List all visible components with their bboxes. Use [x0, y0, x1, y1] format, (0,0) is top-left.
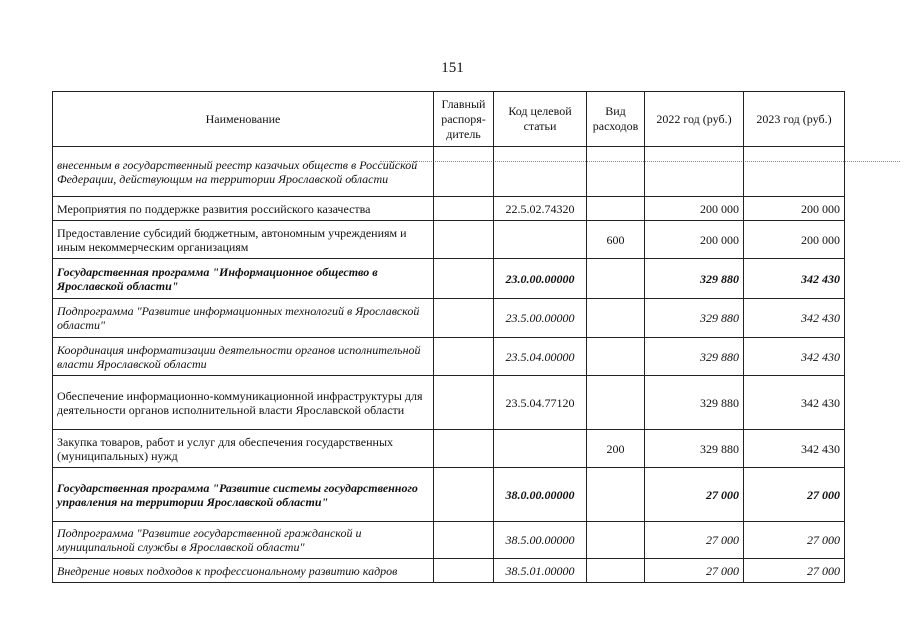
cell-type [587, 559, 645, 583]
cell-2023: 27 000 [744, 468, 845, 522]
cell-name: Внедрение новых подходов к профессиональному развитию кадров [53, 559, 434, 583]
cell-name: Обеспечение информационно-коммуникационной инфраструктуры для деятельности органов исполнительной власти Ярославской области [53, 376, 434, 430]
table-row [53, 559, 845, 583]
cell-dept [434, 147, 494, 197]
cell-code: 38.5.01.00000 [494, 559, 587, 583]
table-row [53, 299, 845, 338]
cell-code: 23.5.04.77120 [494, 376, 587, 430]
cell-name: Предоставление субсидий бюджетным, автономным учреждениям и иным некоммерческим организациям [53, 221, 434, 259]
cell-code: 23.0.00.00000 [494, 259, 587, 299]
budget-table [52, 91, 845, 583]
cell-2023 [744, 147, 845, 197]
cell-code: 38.5.00.00000 [494, 522, 587, 559]
header-name: Наименование [53, 92, 434, 147]
table-row [53, 197, 845, 221]
cell-dept [434, 197, 494, 221]
cell-2022: 329 880 [645, 299, 744, 338]
cell-code: 22.5.02.74320 [494, 197, 587, 221]
header-dept: Главный распоря-дитель [434, 92, 494, 147]
cell-2022: 329 880 [645, 338, 744, 376]
cell-name: Мероприятия по поддержке развития российского казачества [53, 197, 434, 221]
cell-name: Подпрограмма "Развитие информационных технологий в Ярославской области" [53, 299, 434, 338]
table-header-row [53, 92, 845, 147]
table-row [53, 430, 845, 468]
cell-dept [434, 559, 494, 583]
cell-2022: 329 880 [645, 430, 744, 468]
table-row [53, 468, 845, 522]
cell-2023: 342 430 [744, 376, 845, 430]
cell-type [587, 338, 645, 376]
cell-2023: 200 000 [744, 197, 845, 221]
cell-name: Государственная программа "Развитие системы государственного управления на территории Ярославской области" [53, 468, 434, 522]
cell-type: 600 [587, 221, 645, 259]
table-row [53, 338, 845, 376]
cell-code: 38.0.00.00000 [494, 468, 587, 522]
cell-code: 23.5.00.00000 [494, 299, 587, 338]
cell-2022 [645, 147, 744, 197]
cell-2022: 329 880 [645, 259, 744, 299]
table-row [53, 259, 845, 299]
cell-dept [434, 299, 494, 338]
cell-name: Подпрограмма "Развитие государственной гражданской и муниципальной службы в Ярославской области" [53, 522, 434, 559]
cell-code [494, 221, 587, 259]
table-row [53, 522, 845, 559]
cell-2023: 342 430 [744, 338, 845, 376]
header-code: Код целевой статьи [494, 92, 587, 147]
cell-dept [434, 376, 494, 430]
cell-type [587, 259, 645, 299]
cell-2023: 200 000 [744, 221, 845, 259]
cell-type [587, 376, 645, 430]
header-2023: 2023 год (руб.) [744, 92, 845, 147]
cell-dept [434, 338, 494, 376]
cell-type [587, 147, 645, 197]
cell-type [587, 299, 645, 338]
cell-type [587, 197, 645, 221]
cell-dept [434, 430, 494, 468]
cell-2022: 27 000 [645, 468, 744, 522]
cell-name: Государственная программа "Информационное общество в Ярославской области" [53, 259, 434, 299]
cell-name: Закупка товаров, работ и услуг для обеспечения государственных (муниципальных) нужд [53, 430, 434, 468]
cell-code [494, 147, 587, 197]
page-number: 151 [441, 60, 464, 76]
cell-2022: 200 000 [645, 221, 744, 259]
cell-2022: 27 000 [645, 522, 744, 559]
cell-code: 23.5.04.00000 [494, 338, 587, 376]
cell-type [587, 522, 645, 559]
table-row [53, 376, 845, 430]
cell-dept [434, 259, 494, 299]
table-row [53, 147, 845, 197]
cell-dept [434, 522, 494, 559]
cell-2023: 27 000 [744, 559, 845, 583]
cell-dept [434, 221, 494, 259]
cell-name: Координация информатизации деятельности органов исполнительной власти Ярославской области [53, 338, 434, 376]
header-2022: 2022 год (руб.) [645, 92, 744, 147]
cell-name: внесенным в государственный реестр казачьих обществ в Российской Федерации, действующим на территории Ярославской области [53, 147, 434, 197]
cell-dept [434, 468, 494, 522]
header-type: Вид расходов [587, 92, 645, 147]
table-row [53, 221, 845, 259]
cell-type [587, 468, 645, 522]
cell-2023: 27 000 [744, 522, 845, 559]
cell-2022: 200 000 [645, 197, 744, 221]
cell-2022: 329 880 [645, 376, 744, 430]
cell-2023: 342 430 [744, 430, 845, 468]
cell-2023: 342 430 [744, 259, 845, 299]
cell-code [494, 430, 587, 468]
cell-2022: 27 000 [645, 559, 744, 583]
cell-type: 200 [587, 430, 645, 468]
cell-2023: 342 430 [744, 299, 845, 338]
